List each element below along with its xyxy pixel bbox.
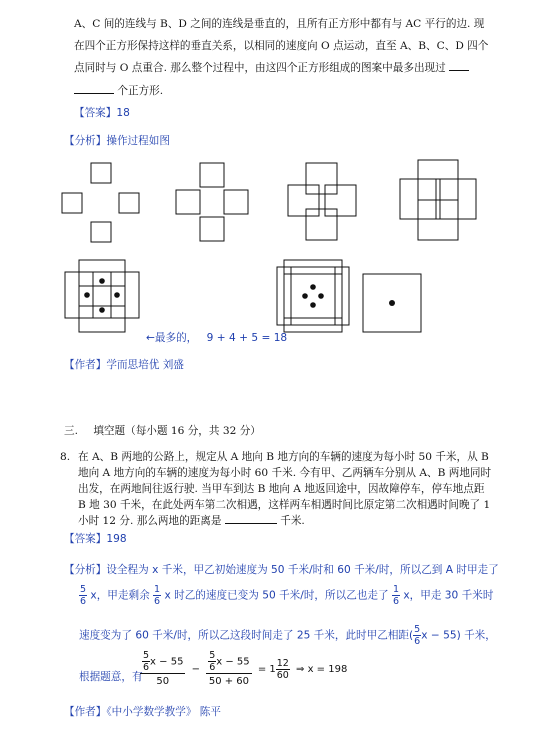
problem8-number: 8. <box>60 451 71 463</box>
answer-label: 【答案】 <box>74 107 117 119</box>
eq-implies: ⇒ x = 198 <box>296 664 348 675</box>
equation <box>140 650 347 689</box>
analysis-text-2c: x，甲走 30 千米时 <box>403 589 494 602</box>
analysis-text: 操作过程如图 <box>106 135 170 147</box>
fig5-dot-top <box>99 278 105 284</box>
eq-fraction-1 <box>140 650 185 689</box>
fig2-left-square <box>176 190 200 214</box>
fig2-top-square <box>200 163 224 187</box>
fig4-top-square <box>418 160 458 200</box>
author-text: 学而思培优 刘盛 <box>106 359 184 371</box>
section3-heading <box>64 424 261 438</box>
fig5-dot-bottom <box>99 307 105 313</box>
figure-3-overlapping-squares <box>288 163 356 240</box>
problem8-line5 <box>78 514 305 528</box>
eq-frac-12-60: $\frac{12}{60}$ <box>276 658 289 681</box>
problem8-line5-end: 千米. <box>280 515 305 527</box>
fig3-right-square <box>325 185 356 216</box>
fig6-dot-right <box>318 293 324 299</box>
eq-den-50: 50 <box>156 676 170 687</box>
problem8-analysis-line3 <box>79 624 496 647</box>
author-label: 【作者】 <box>64 359 107 371</box>
fig3-bottom-square <box>306 209 337 240</box>
figure-4-overlapping-squares <box>400 160 476 240</box>
fig6-dot-bottom <box>310 302 316 308</box>
fig7-dot-center <box>389 300 395 306</box>
problem8-analysis-line2 <box>79 584 493 607</box>
eq-frac1-expr: x − 55 <box>150 656 184 668</box>
caption-arrow-text: ←最多的， <box>146 332 198 344</box>
eq-equals-one: = 1 <box>257 664 276 675</box>
figure-5-max-overlap <box>65 260 139 332</box>
fig6-dot-left <box>302 293 308 299</box>
fig3-left-square <box>288 185 319 216</box>
fig5-dot-right <box>114 292 120 298</box>
figure-7-coincide <box>363 274 421 332</box>
problem7-line4-text: 个正方形. <box>117 85 164 97</box>
problem7-author <box>64 357 184 372</box>
analysis-text-3b: x − 55) 千米， <box>421 629 496 642</box>
problem8-line5-text: 小时 12 分. 那么两地的距离是 <box>78 515 222 527</box>
eq-den-110: 50 + 60 <box>208 676 250 687</box>
analysis-text-3a: 速度变为了 60 千米/时，所以乙这段时间走了 25 千米，此时甲乙相距( <box>79 629 414 642</box>
problem8-answer <box>64 531 127 546</box>
problem8-line2: 地向 A 地方向的车辆的速度为每小时 60 千米. 今有甲、乙两辆车分别从 A、B 两地同时 <box>78 467 492 479</box>
analysis-text-1: 设全程为 x 千米，甲乙初始速度为 50 千米/时和 60 千米/时，所以乙到 A 时甲走了 <box>106 564 499 576</box>
problem8-equation-lead: 根据题意，有 <box>79 671 143 683</box>
fig2-bottom-square <box>200 217 224 241</box>
eq-frac1-5-6: $\frac{5}{6}$ <box>143 650 150 673</box>
answer-label: 【答案】 <box>64 533 107 545</box>
figure-caption <box>146 330 287 345</box>
section3-number: 三. <box>64 425 78 437</box>
figure-6-near-overlap <box>277 260 349 332</box>
fig4-right-square <box>436 179 476 219</box>
caption-sum: 9 + 4 + 5 = 18 <box>206 332 288 344</box>
fig3-top-square <box>306 163 337 194</box>
fig2-right-square <box>224 190 248 214</box>
fig4-left-square <box>400 179 440 219</box>
problem7-line1: A、C 间的连线与 B、D 之间的连线是垂直的，且所有正方形中都有与 AC 平行的边. 现 <box>74 18 485 30</box>
problem7-line3-text: 点同时与 O 点重合. 那么整个过程中，由这四个正方形组成的图案中最多出现过 <box>74 62 446 74</box>
problem7-line2: 在四个正方形保持这样的垂直关系，以相同的速度向 O 点运动，直至 A、B、C、D 四个 <box>74 40 489 52</box>
fig4-bottom-square <box>418 200 458 240</box>
analysis-text-2b: x 时乙的速度已变为 50 千米/时，所以乙也走了 <box>164 589 389 602</box>
fig1-left-square <box>62 193 82 213</box>
problem8-blank <box>225 523 277 524</box>
problem8-line4: B 地 30 千米，在此处两车第二次相遇，这样两车相遇时间比原定第二次相遇时间晚了 1 <box>78 499 491 511</box>
fig6-dot-top <box>310 284 316 290</box>
section3-title: 填空题（每小题 16 分，共 32 分） <box>93 425 261 437</box>
fraction-1-6-b: $\frac{1}{6}$ <box>392 584 399 607</box>
eq-frac2-5-6: $\frac{5}{6}$ <box>209 650 216 673</box>
eq-minus: − <box>191 664 201 675</box>
figure-1-separated-squares <box>62 163 139 242</box>
problem8-line1: 在 A、B 两地的公路上，规定从 A 地向 B 地方向的车辆的速度为每小时 50 千米，从 B <box>78 451 489 463</box>
fig5-dot-left <box>84 292 90 298</box>
problem8-analysis-line1 <box>64 562 499 577</box>
analysis-label: 【分析】 <box>64 135 107 147</box>
author-text: 《中小学数学教学》 陈平 <box>106 706 221 718</box>
analysis-label: 【分析】 <box>64 564 107 576</box>
answer-value: 198 <box>106 533 127 545</box>
fig1-top-square <box>91 163 111 183</box>
problem8-author <box>64 704 221 719</box>
answer-value: 18 <box>116 107 130 119</box>
analysis-text-2a: x，甲走剩余 <box>90 589 150 602</box>
fraction-5-6: $\frac{5}{6}$ <box>80 584 87 607</box>
fig1-right-square <box>119 193 139 213</box>
author-label: 【作者】 <box>64 706 107 718</box>
fraction-1-6: $\frac{1}{6}$ <box>154 584 161 607</box>
eq-fraction-2 <box>206 650 251 689</box>
figure-2-touching-squares <box>176 163 248 241</box>
eq-frac2-expr: x − 55 <box>216 656 250 668</box>
fraction-5-6-c: $\frac{5}{6}$ <box>414 624 421 647</box>
fig1-bottom-square <box>91 222 111 242</box>
problem8-line3: 出发，在两地间往返行驶. 当甲车到达 B 地向 A 地返回途中，因故障停车，停车地点距 <box>78 483 485 495</box>
